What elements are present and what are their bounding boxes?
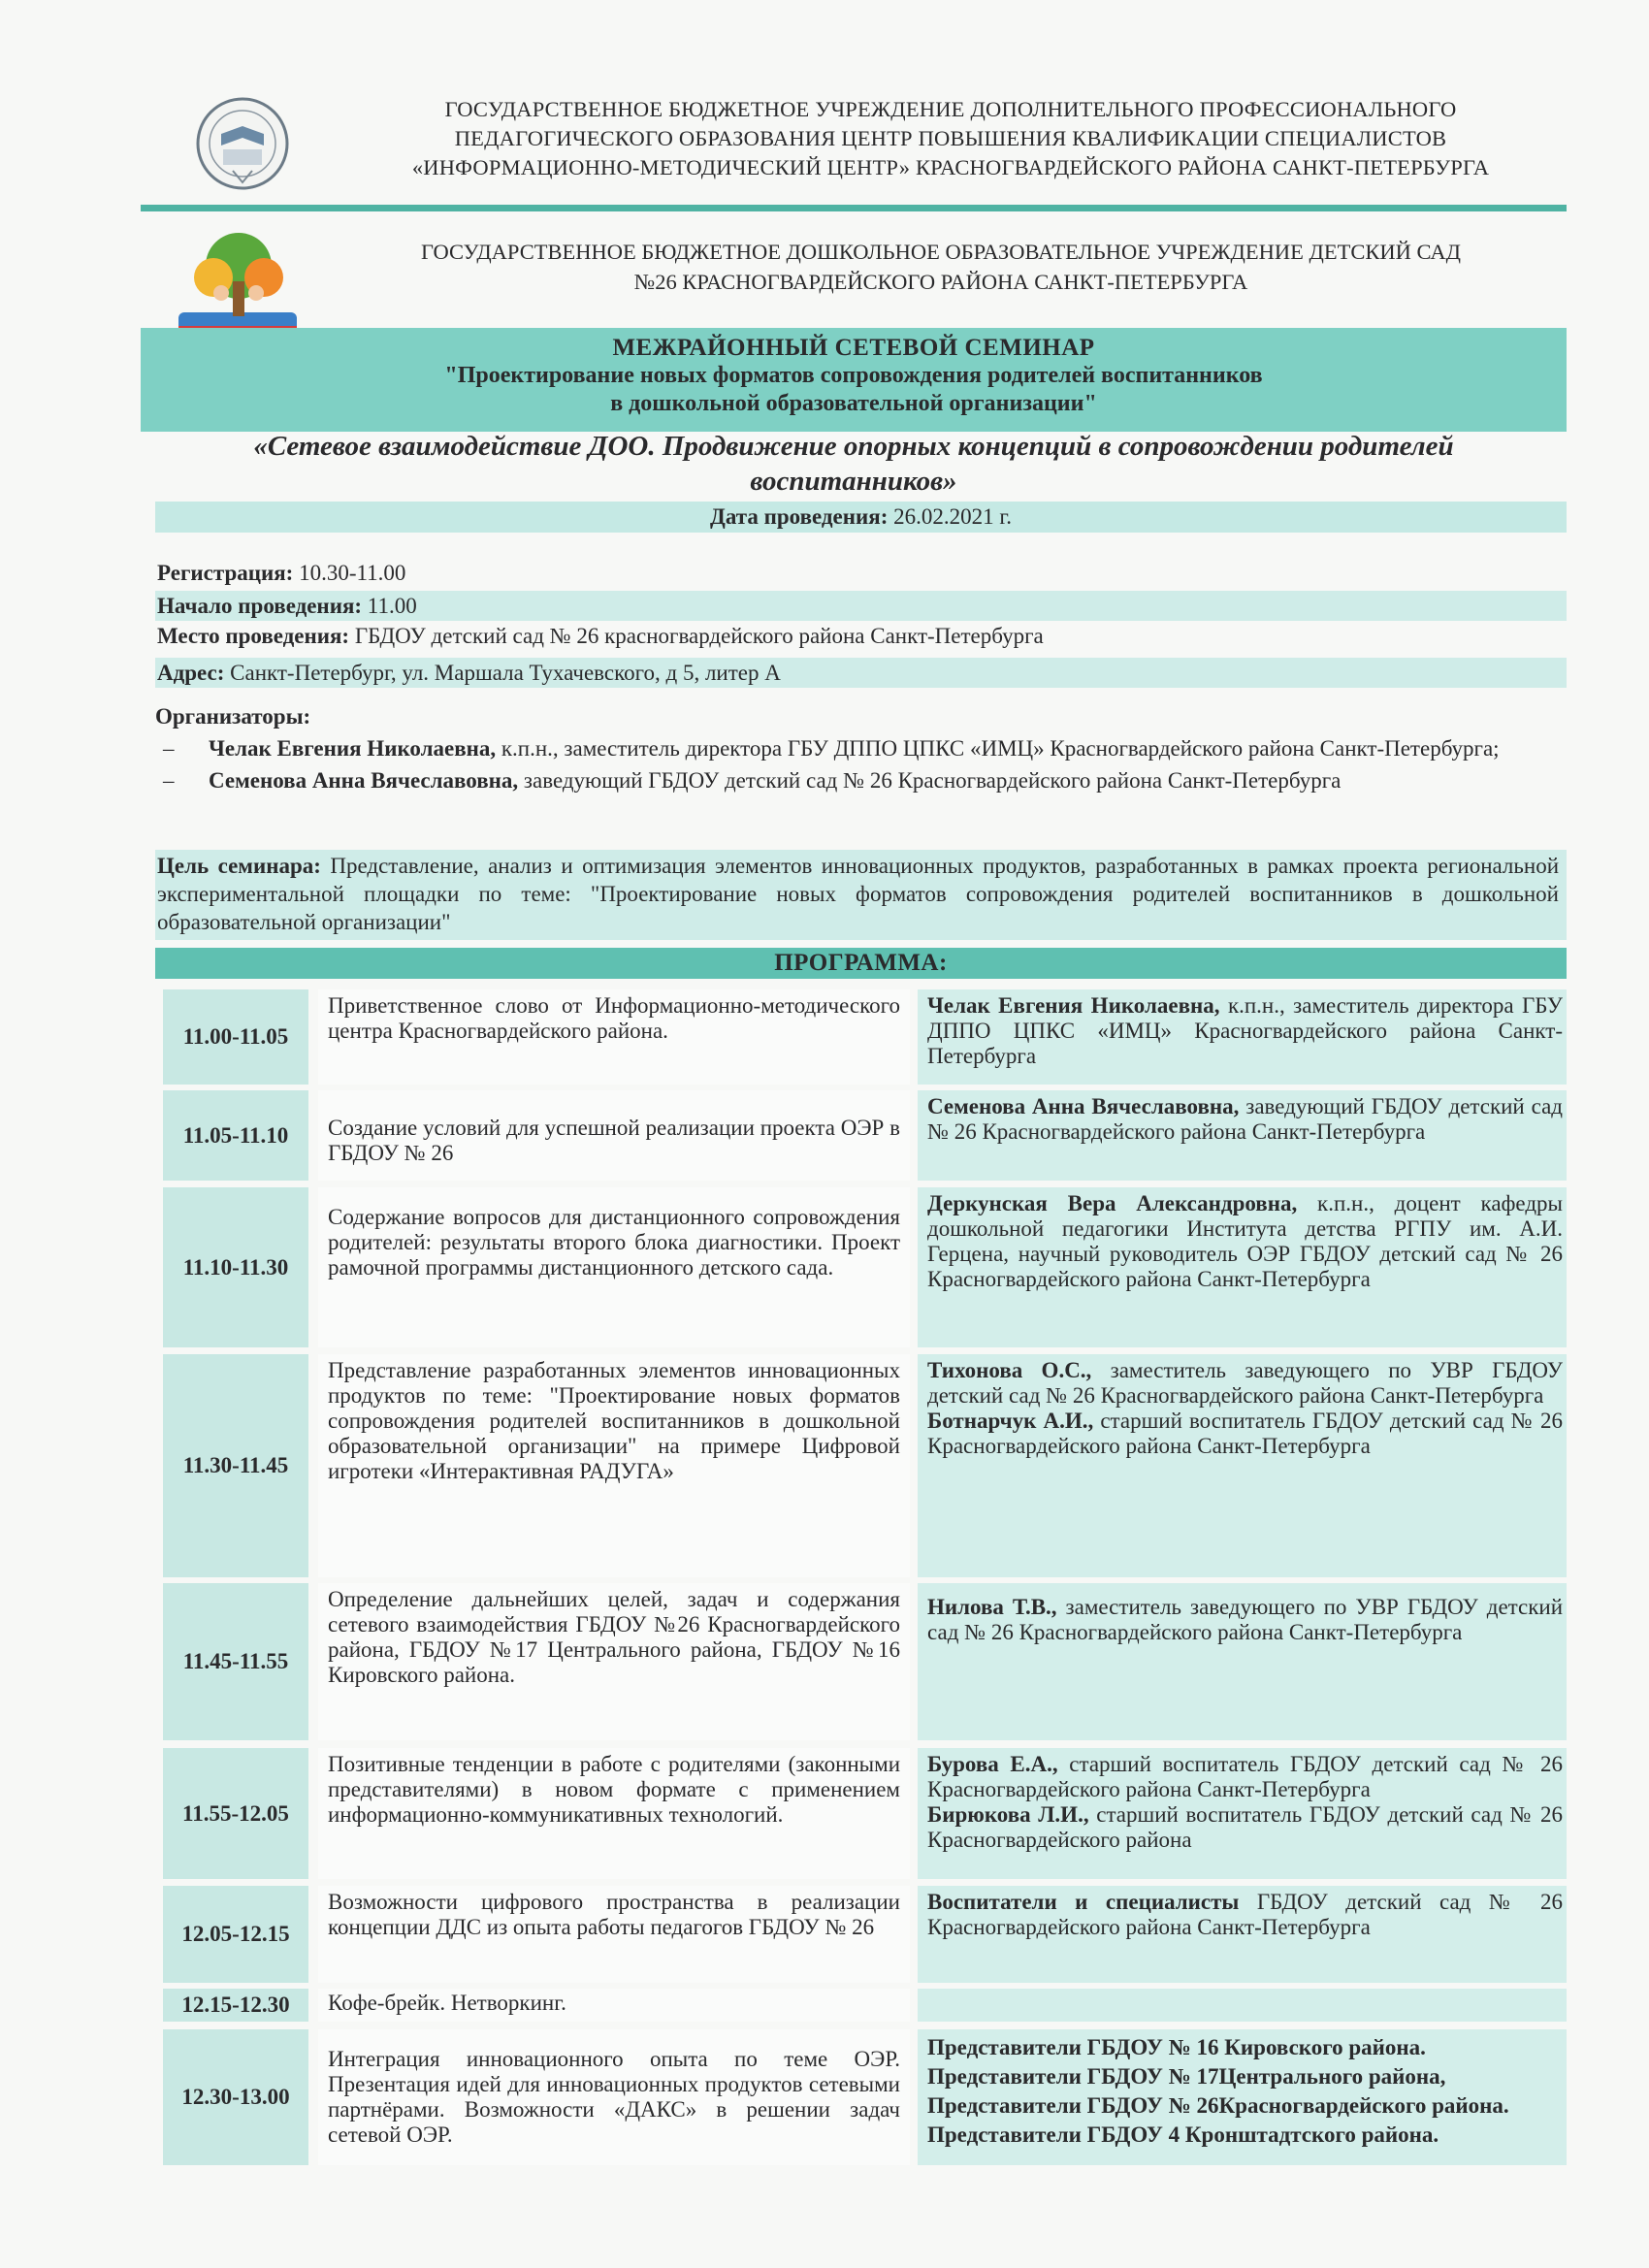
speaker-name: Семенова Анна Вячеславовна,	[927, 1094, 1240, 1118]
row-topic: Возможности цифрового пространства в реализации концепции ДДС из опыта работы педагогов ГБДОУ № 26	[318, 1886, 910, 1983]
org1-line: ГОСУДАРСТВЕННОЕ БЮДЖЕТНОЕ УЧРЕЖДЕНИЕ ДОПОЛНИТЕЛЬНОГО ПРОФЕССИОНАЛЬНОГО	[444, 97, 1457, 121]
row-time: 11.10-11.30	[163, 1187, 308, 1347]
date-bar	[155, 502, 1567, 533]
speaker-line: Представители ГБДОУ 4 Кронштадтского района.	[927, 2122, 1439, 2147]
seminar-title: МЕЖРАЙОННЫЙ СЕТЕВОЙ СЕМИНАР	[612, 335, 1095, 361]
theme-line: воспитанников»	[750, 466, 957, 497]
speaker-line: Представители ГБДОУ № 26Красногвардейского района.	[927, 2093, 1509, 2118]
table-row	[155, 1583, 1567, 1740]
row-time: 12.05-12.15	[163, 1886, 308, 1983]
row-topic: Позитивные тенденции в работе с родителями (законными представителями) в новом формате с применением информационно-коммуникативных технологий.	[318, 1748, 910, 1879]
registration-label: Регистрация:	[157, 561, 294, 585]
kindergarten-logo	[175, 223, 301, 344]
organizers-label: Организаторы:	[155, 704, 311, 729]
speaker-name: Деркунская Вера Александровна,	[927, 1191, 1298, 1215]
row-speakers	[918, 989, 1567, 1085]
registration-line	[155, 558, 1567, 588]
table-row	[155, 1989, 1567, 2022]
speaker-role: старший воспитатель ГБДОУ детский сад № 26 Красногвардейского района Санкт-Петербурга	[927, 1752, 1563, 1801]
row-time: 11.55-12.05	[163, 1748, 308, 1879]
row-time: 11.45-11.55	[163, 1583, 308, 1740]
speaker-name: Воспитатели и специалисты	[927, 1890, 1240, 1914]
organizer-item: – Семенова Анна Вячеславовна, заведующий ГБДОУ детский сад № 26 Красногвардейского района Санкт-Петербурга	[163, 768, 1342, 793]
address-line	[155, 658, 1567, 688]
row-topic: Представление разработанных элементов инновационных продуктов по теме: "Проектирование новых форматов сопровождения родителей воспитанников в дошкольной образовательной организации" на примере Цифровой игротеки «Интерактивная РАДУГА»	[318, 1354, 910, 1577]
row-speakers	[918, 1748, 1567, 1879]
kindergarten-organization-name	[330, 237, 1552, 297]
speaker-role: ГБДОУ детский сад № 26 Красногвардейского района Санкт-Петербурга	[927, 1890, 1563, 1939]
speaker-name: Бурова Е.А.,	[927, 1752, 1058, 1776]
speaker-name: Ботнарчук А.И.,	[927, 1409, 1094, 1433]
speaker-role: заместитель заведующего по УВР ГБДОУ детский сад № 26 Красногвардейского района Санкт-Петербурга	[927, 1358, 1563, 1408]
row-topic: Кофе-брейк. Нетворкинг.	[318, 1989, 910, 2022]
speaker-role: заведующий ГБДОУ детский сад № 26 Красногвардейского района Санкт-Петербурга	[927, 1094, 1563, 1144]
start-value: 11.00	[362, 594, 417, 618]
row-speakers	[918, 1090, 1567, 1181]
place-line	[155, 621, 1567, 651]
table-row	[155, 1886, 1567, 1983]
org1-line: ПЕДАГОГИЧЕСКОГО ОБРАЗОВАНИЯ ЦЕНТР ПОВЫШЕНИЯ КВАЛИФИКАЦИИ СПЕЦИАЛИСТОВ	[454, 126, 1447, 150]
table-row	[155, 1354, 1567, 1577]
row-speakers	[918, 1354, 1567, 1577]
row-time: 12.30-13.00	[163, 2029, 308, 2165]
speaker-role: к.п.н., заместитель директора ГБУ ДППО ЦПКС «ИМЦ» Красногвардейского района Санкт-Петербурга	[927, 993, 1563, 1068]
row-speakers	[918, 1583, 1567, 1740]
row-time: 11.05-11.10	[163, 1090, 308, 1181]
speaker-line: Представители ГБДОУ № 17Центрального района,	[927, 2064, 1446, 2089]
speaker-name: Бирюкова Л.И.,	[927, 1802, 1089, 1827]
imc-organization-name	[349, 95, 1552, 182]
organizer-name: Челак Евгения Николаевна,	[209, 736, 497, 761]
header-divider	[141, 205, 1567, 211]
row-topic: Создание условий для успешной реализации проекта ОЭР в ГБДОУ № 26	[318, 1090, 910, 1181]
table-row	[155, 1187, 1567, 1347]
registration-value: 10.30-11.00	[293, 561, 406, 585]
speaker-role: старший воспитатель ГБДОУ детский сад № 26 Красногвардейского района	[927, 1802, 1564, 1852]
row-speakers	[918, 1187, 1567, 1347]
imc-seal-logo	[194, 93, 291, 200]
row-topic: Приветственное слово от Информационно-методического центра Красногвардейского района.	[318, 989, 910, 1085]
row-topic: Содержание вопросов для дистанционного сопровождения родителей: результаты второго блока диагностики. Проект рамочной программы дистанционного детского сада.	[318, 1187, 910, 1347]
place-value: ГБДОУ детский сад № 26 красногвардейского района Санкт-Петербурга	[349, 624, 1044, 648]
organizer-role: к.п.н., заместитель директора ГБУ ДППО ЦПКС «ИМЦ» Красногвардейского района Санкт-Петербурга;	[496, 736, 1500, 761]
seminar-subtitle-line: "Проектирование новых форматов сопровождения родителей воспитанников	[444, 363, 1263, 388]
date-value: 26.02.2021 г.	[888, 504, 1012, 529]
organizer-item: – Челак Евгения Николаевна, к.п.н., заместитель директора ГБУ ДППО ЦПКС «ИМЦ» Красногвардейского района Санкт-Петербурга;	[163, 736, 1500, 761]
speaker-name: Тихонова О.С.,	[927, 1358, 1092, 1382]
org2-line: №26 КРАСНОГВАРДЕЙСКОГО РАЙОНА САНКТ-ПЕТЕРБУРГА	[633, 270, 1248, 294]
seal-icon	[194, 93, 291, 200]
row-speakers	[918, 2029, 1567, 2165]
organizers-block	[155, 701, 1567, 795]
start-label: Начало проведения:	[157, 594, 363, 618]
row-time: 11.00-11.05	[163, 989, 308, 1085]
organizer-name: Семенова Анна Вячеславовна,	[209, 768, 519, 793]
table-row	[155, 1090, 1567, 1181]
row-time: 12.15-12.30	[163, 1989, 308, 2022]
seminar-subtitle-line: в дошкольной образовательной организации"	[610, 391, 1097, 416]
table-row	[155, 2029, 1567, 2165]
goal-label: Цель семинара:	[157, 854, 321, 878]
speaker-role: к.п.н., доцент кафедры дошкольной педагогики Института детства РГПУ им. А.И. Герцена, научный руководитель ОЭР ГБДОУ детский сад № 26 Красногвардейского района Санкт-Петербурга	[927, 1191, 1563, 1291]
seminar-title-box	[141, 328, 1567, 432]
speaker-name: Челак Евгения Николаевна,	[927, 993, 1220, 1018]
organizer-role: заведующий ГБДОУ детский сад № 26 Красногвардейского района Санкт-Петербурга	[518, 768, 1342, 793]
theme-line: «Сетевое взаимодействие ДОО. Продвижение опорных концепций в сопровождении родителей	[253, 431, 1454, 462]
goal-value: Представление, анализ и оптимизация элементов инновационных продуктов, разработанных в рамках проекта региональной экспериментальной площадки по теме: "Проектирование новых форматов сопровождения родителей воспитанников в дошкольной образовательной организации"	[157, 854, 1559, 934]
row-topic: Определение дальнейших целей, задач и содержания сетевого взаимодействия ГБДОУ №26 Красногвардейского района, ГБДОУ №17 Центрального района, ГБДОУ №16 Кировского района.	[318, 1583, 910, 1740]
speaker-name: Нилова Т.В.,	[927, 1595, 1057, 1619]
program-title: ПРОГРАММА:	[155, 948, 1567, 979]
org1-line: «ИНФОРМАЦИОННО-МЕТОДИЧЕСКИЙ ЦЕНТР» КРАСНОГВАРДЕЙСКОГО РАЙОНА САНКТ-ПЕТЕРБУРГА	[411, 155, 1490, 179]
table-row	[155, 1748, 1567, 1879]
date-label: Дата проведения:	[710, 504, 889, 529]
table-row	[155, 989, 1567, 1085]
place-label: Место проведения:	[157, 624, 350, 648]
org2-line: ГОСУДАРСТВЕННОЕ БЮДЖЕТНОЕ ДОШКОЛЬНОЕ ОБРАЗОВАТЕЛЬНОЕ УЧРЕЖДЕНИЕ ДЕТСКИЙ САД	[421, 240, 1461, 264]
speaker-role: заместитель заведующего по УВР ГБДОУ детский сад № 26 Красногвардейского района Санкт-Петербурга	[927, 1595, 1564, 1644]
address-value: Санкт-Петербург, ул. Маршала Тухачевского, д 5, литер А	[224, 661, 781, 685]
row-topic: Интеграция инновационного опыта по теме ОЭР. Презентация идей для инновационных продуктов сетевыми партнёрами. Возможности «ДАКС» в решении задач сетевой ОЭР.	[318, 2029, 910, 2165]
seminar-goal	[155, 850, 1567, 940]
row-speakers	[918, 1989, 1567, 2022]
seminar-theme	[155, 429, 1552, 499]
speaker-role: старший воспитатель ГБДОУ детский сад № 26 Красногвардейского района Санкт-Петербурга	[927, 1409, 1563, 1458]
start-line	[155, 591, 1567, 621]
row-speakers	[918, 1886, 1567, 1983]
speaker-line: Представители ГБДОУ № 16 Кировского района.	[927, 2035, 1426, 2059]
row-time: 11.30-11.45	[163, 1354, 308, 1577]
kindergarten-tree-icon	[175, 223, 301, 344]
address-label: Адрес:	[157, 661, 225, 685]
